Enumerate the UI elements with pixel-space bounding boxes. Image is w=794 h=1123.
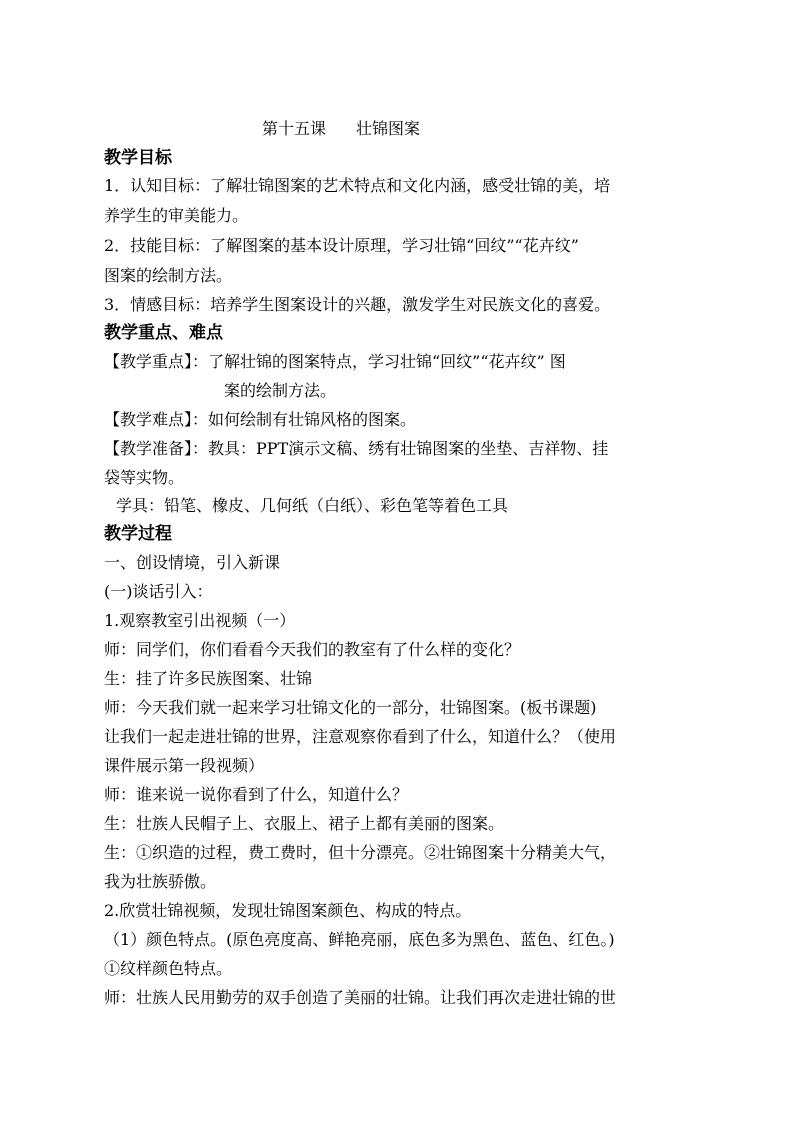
process-line: (一)谈话引入： xyxy=(104,582,213,601)
objective-line: 图案的绘制方法。 xyxy=(104,266,233,285)
objective-line: 2．技能目标：了解图案的基本设计原理，学习壮锦“回纹”“花卉纹” xyxy=(104,236,579,255)
process-line: （1）颜色特点。(原色亮度高、鲜艳亮丽，底色多为黑色、蓝色、红色。) xyxy=(104,930,615,949)
process-line: ①纹样颜色特点。 xyxy=(104,959,233,978)
objective-line: 1．认知目标：了解壮锦图案的艺术特点和文化内涵，感受壮锦的美，培 xyxy=(104,176,611,195)
process-line: 师：谁来说一说你看到了什么，知道什么？ xyxy=(104,785,409,804)
process-line: 课件展示第一段视频） xyxy=(104,756,265,775)
process-line: 2.欣赏壮锦视频，发现壮锦图案颜色、构成的特点。 xyxy=(104,901,472,920)
process-line: 师：同学们，你们看看今天我们的教室有了什么样的变化？ xyxy=(104,640,521,659)
objective-line: 养学生的审美能力。 xyxy=(104,206,249,225)
process-line: 一、创设情境，引入新课 xyxy=(104,553,281,572)
objectives-heading: 教学目标 xyxy=(104,148,172,168)
process-line: 生：①织造的过程，费工费时，但十分漂亮。②壮锦图案十分精美大气， xyxy=(104,843,617,862)
teaching-focus: 【教学重点】：了解壮锦的图案特点，学习壮锦“回纹”“花卉纹” 图 xyxy=(104,352,566,371)
keypoints-heading: 教学重点、难点 xyxy=(104,323,223,343)
process-line: 师：壮族人民用勤劳的双手创造了美丽的壮锦。让我们再次走进壮锦的世 xyxy=(104,988,617,1007)
teaching-preparation: 【教学准备】：教具：PPT演示文稿、绣有壮锦图案的坐垫、吉祥物、挂 xyxy=(104,439,609,458)
process-line: 让我们一起走进壮锦的世界，注意观察你看到了什么，知道什么？（使用 xyxy=(104,727,617,746)
process-line: 生：壮族人民帽子上、衣服上、裙子上都有美丽的图案。 xyxy=(104,814,505,833)
teaching-preparation-continued: 袋等实物。 xyxy=(104,468,185,487)
process-line: 生：挂了许多民族图案、壮锦 xyxy=(104,669,313,688)
teaching-focus-continued: 案的绘制方法。 xyxy=(224,381,337,400)
teaching-difficulty: 【教学难点】：如何绘制有壮锦风格的图案。 xyxy=(104,410,417,429)
process-heading: 教学过程 xyxy=(104,524,172,544)
process-line: 师：今天我们就一起来学习壮锦文化的一部分，壮锦图案。(板书课题) xyxy=(104,698,597,717)
lesson-number: 第十五课 xyxy=(262,119,327,138)
student-tools: 学具：铅笔、橡皮、几何纸（白纸）、彩色笔等着色工具 xyxy=(116,496,509,515)
process-line: 1.观察教室引出视频（一） xyxy=(104,611,296,630)
page-title xyxy=(262,119,794,139)
objective-line: 3．情感目标：培养学生图案设计的兴趣，激发学生对民族文化的喜爱。 xyxy=(104,295,611,314)
lesson-name: 壮锦图案 xyxy=(356,119,421,138)
process-line: 我为壮族骄傲。 xyxy=(104,872,217,891)
